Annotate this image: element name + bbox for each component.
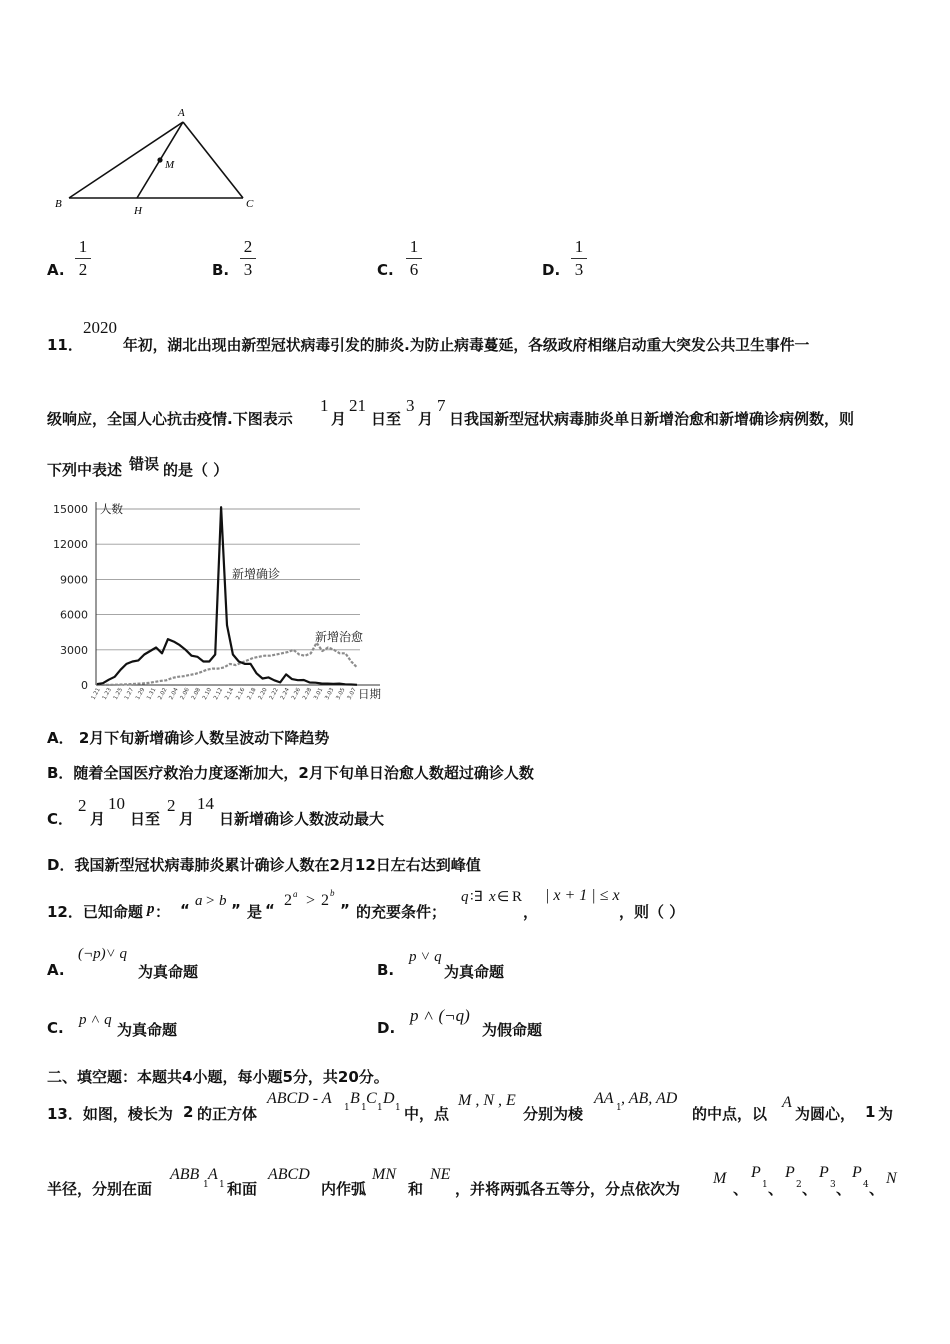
fraction: 2 3 [240, 238, 256, 279]
q11-line3c: 的是（ ） [163, 461, 229, 479]
x-tick-label: 2.06 [179, 687, 191, 701]
x-tick-label: 1.25 [112, 687, 125, 701]
series-line-confirmed [97, 507, 357, 685]
q11-month2: 3 [406, 396, 415, 415]
x-tick-label: 3.05 [335, 687, 347, 701]
x-tick-label: 2.28 [302, 687, 314, 701]
q11-option-b[interactable]: B．随着全国医疗救治力度逐渐加大，2月下旬单日治愈人数超过确诊人数 [47, 764, 534, 782]
q11-option-d[interactable]: D．我国新型冠状病毒肺炎累计确诊人数在2月12日左右达到峰值 [47, 856, 481, 874]
x-tick-label: 3.07 [346, 687, 358, 701]
q11-line2a: 级响应，全国人心抗击疫情.下图表示 [47, 410, 293, 428]
x-tick-label: 2.20 [257, 687, 269, 701]
logic-expression: p ˄ (¬q) [410, 1006, 470, 1025]
q11-year: 2020 [83, 318, 117, 337]
logic-expression: p ˅ q [409, 949, 442, 965]
y-tick-label: 0 [81, 679, 88, 692]
q11-rizhi: 日至 [371, 410, 402, 428]
q11-number: 11． [47, 336, 83, 354]
series-line-cured [97, 643, 357, 685]
x-tick-label: 2.22 [268, 687, 280, 701]
option-key: C． [47, 810, 74, 828]
option-key: C. [377, 261, 394, 279]
x-tick-label: 2.16 [235, 687, 247, 701]
q11-line3a: 下列中表述 [47, 461, 123, 479]
y-tick-label: 3000 [60, 643, 88, 657]
fraction: 1 2 [75, 238, 91, 279]
fraction: 1 3 [571, 238, 587, 279]
q11-option-a[interactable]: A． 2月下旬新增确诊人数呈波动下降趋势 [47, 729, 330, 747]
x-tick-label: 3.03 [324, 687, 336, 701]
section-heading: 二、填空题：本题共4小题，每小题5分，共20分。 [47, 1068, 389, 1086]
option-key: B. [212, 261, 230, 279]
y-tick-label: 15000 [53, 503, 88, 516]
x-tick-label: 1.27 [124, 687, 136, 701]
option-key: A. [47, 261, 65, 279]
x-tick-label: 1.23 [101, 687, 113, 701]
x-axis-label: 日期 [358, 687, 381, 701]
x-tick-label: 1.31 [146, 687, 158, 701]
epidemic-chart [44, 494, 394, 710]
y-tick-label: 9000 [60, 573, 88, 587]
logic-expression: (¬p)˅ q [78, 946, 127, 962]
triangle-figure [50, 102, 270, 222]
fraction: 1 6 [406, 238, 422, 279]
label-b: B [55, 198, 62, 210]
q11-day1: 21 [349, 396, 366, 415]
label-c: C [246, 198, 254, 210]
q11-line1: 年初，湖北出现由新型冠状病毒引发的肺炎.为防止病毒蔓延，各级政府相继启动重大突发公共卫生事件一 [123, 337, 810, 354]
x-tick-label: 2.14 [224, 687, 236, 701]
q11-month1: 1 [320, 396, 329, 415]
q11-day2: 7 [437, 396, 446, 415]
x-tick-label: 2.18 [246, 687, 258, 701]
x-tick-label: 2.26 [290, 687, 303, 701]
option-key: D. [542, 261, 561, 279]
q11-yue1: 月 [331, 410, 347, 428]
x-tick-label: 2.08 [190, 687, 202, 701]
label-a: A [178, 107, 185, 119]
logic-expression: p ˄ q [79, 1012, 112, 1028]
label-h: H [134, 205, 142, 217]
q11-line3b: 错误 [129, 455, 160, 473]
x-tick-label: 2.10 [201, 687, 214, 701]
x-tick-label: 2.12 [213, 687, 225, 701]
y-axis-label: 人数 [100, 502, 123, 516]
x-tick-label: 1.21 [90, 687, 102, 701]
annotation-cured: 新增治愈 [315, 630, 364, 644]
q11-line2b: 日我国新型冠状病毒肺炎单日新增治愈和新增确诊病例数，则 [449, 410, 855, 428]
x-tick-label: 2.24 [279, 687, 291, 701]
label-m: M [165, 159, 175, 171]
x-tick-label: 3.01 [313, 687, 325, 701]
y-tick-label: 6000 [60, 608, 88, 622]
x-tick-label: 1.29 [135, 687, 147, 701]
y-tick-label: 12000 [53, 538, 88, 552]
q11-yue2: 月 [418, 410, 434, 428]
x-tick-label: 2.04 [168, 687, 180, 701]
annotation-confirmed: 新增确诊 [232, 567, 281, 581]
x-tick-label: 2.02 [157, 687, 169, 701]
